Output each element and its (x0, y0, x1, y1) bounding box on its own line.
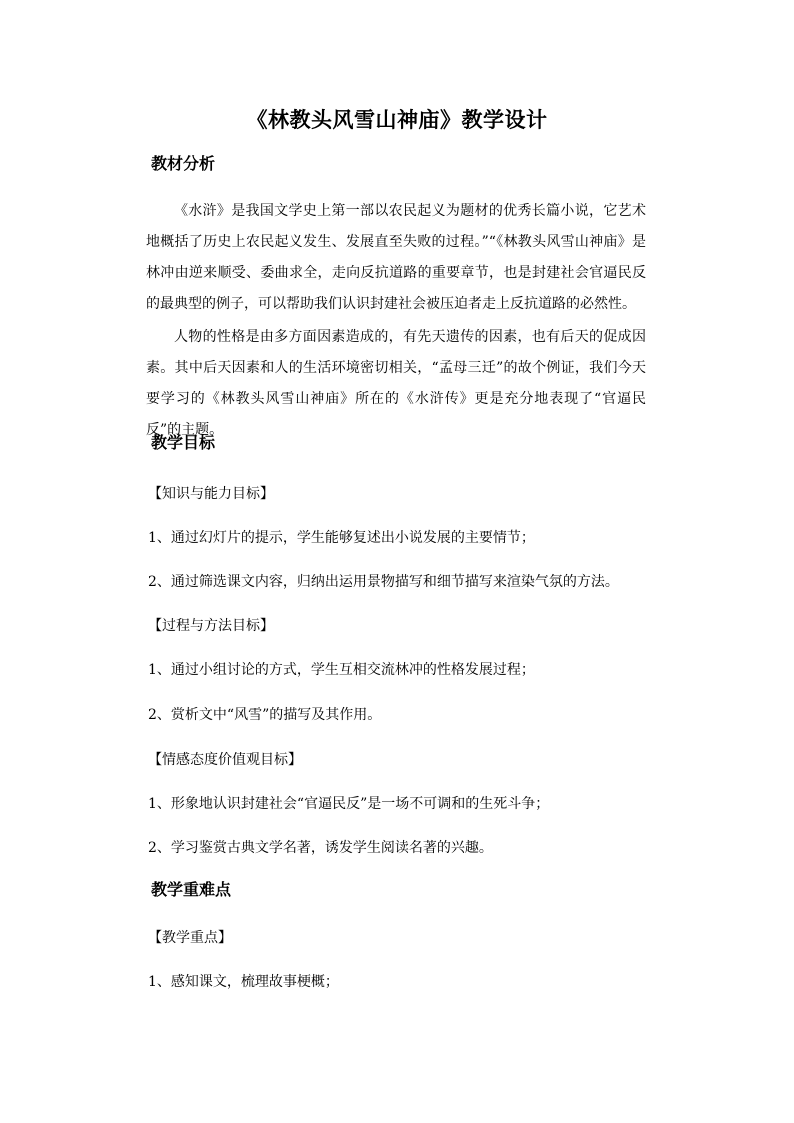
analysis-paragraph-1: 《水浒》是我国文学史上第一部以农民起义为题材的优秀长篇小说，它艺术地概括了历史上农民起义发生、发展直至失败的过程。”“《林教头风雪山神庙》是林冲由逆来顺受、委曲求全，走向反抗道路的重要章节，也是封建社会官逼民反的最典型的例子，可以帮助我们认识封建社会被压迫者走上反抗道路的必然性。 (146, 203, 646, 312)
heading-key-points: 教学重难点 (151, 880, 232, 899)
knowledge-goals-label: 【知识与能力目标】 (148, 486, 274, 502)
document-title: 《林教头风雪山神庙》教学设计 (246, 107, 548, 132)
emotion-goals-label: 【情感态度价值观目标】 (148, 752, 302, 768)
emotion-goal-item-1: 1、形象地认识封建社会“官逼民反”是一场不可调和的生死斗争； (148, 796, 550, 812)
heading-objectives: 教学目标 (151, 433, 216, 452)
heading-analysis: 教材分析 (151, 154, 216, 173)
teaching-focus-item-1: 1、感知课文，梳理故事梗概； (148, 974, 339, 990)
process-goals-label: 【过程与方法目标】 (148, 618, 274, 634)
analysis-paragraph-2: 人物的性格是由多方面因素造成的，有先天遗传的因素，也有后天的促成因素。其中后天因素和人的生活环境密切相关，“孟母三迁”的故个例证，我们今天要学习的《林教头风雪山神庙》所在的《水浒传》更是充分地表现了“官逼民反”的主题。 (146, 329, 646, 438)
knowledge-goal-item-2: 2、通过筛选课文内容，归纳出运用景物描写和细节描写来渲染气氛的方法。 (148, 574, 619, 590)
process-goal-item-1: 1、通过小组讨论的方式，学生互相交流林冲的性格发展过程； (148, 662, 535, 678)
process-goal-item-2: 2、赏析文中“风雪”的描写及其作用。 (148, 707, 382, 723)
teaching-focus-label: 【教学重点】 (148, 930, 232, 946)
emotion-goal-item-2: 2、学习鉴赏古典文学名著，诱发学生阅读名著的兴趣。 (148, 840, 493, 856)
knowledge-goal-item-1: 1、通过幻灯片的提示，学生能够复述出小说发展的主要情节； (148, 530, 535, 546)
